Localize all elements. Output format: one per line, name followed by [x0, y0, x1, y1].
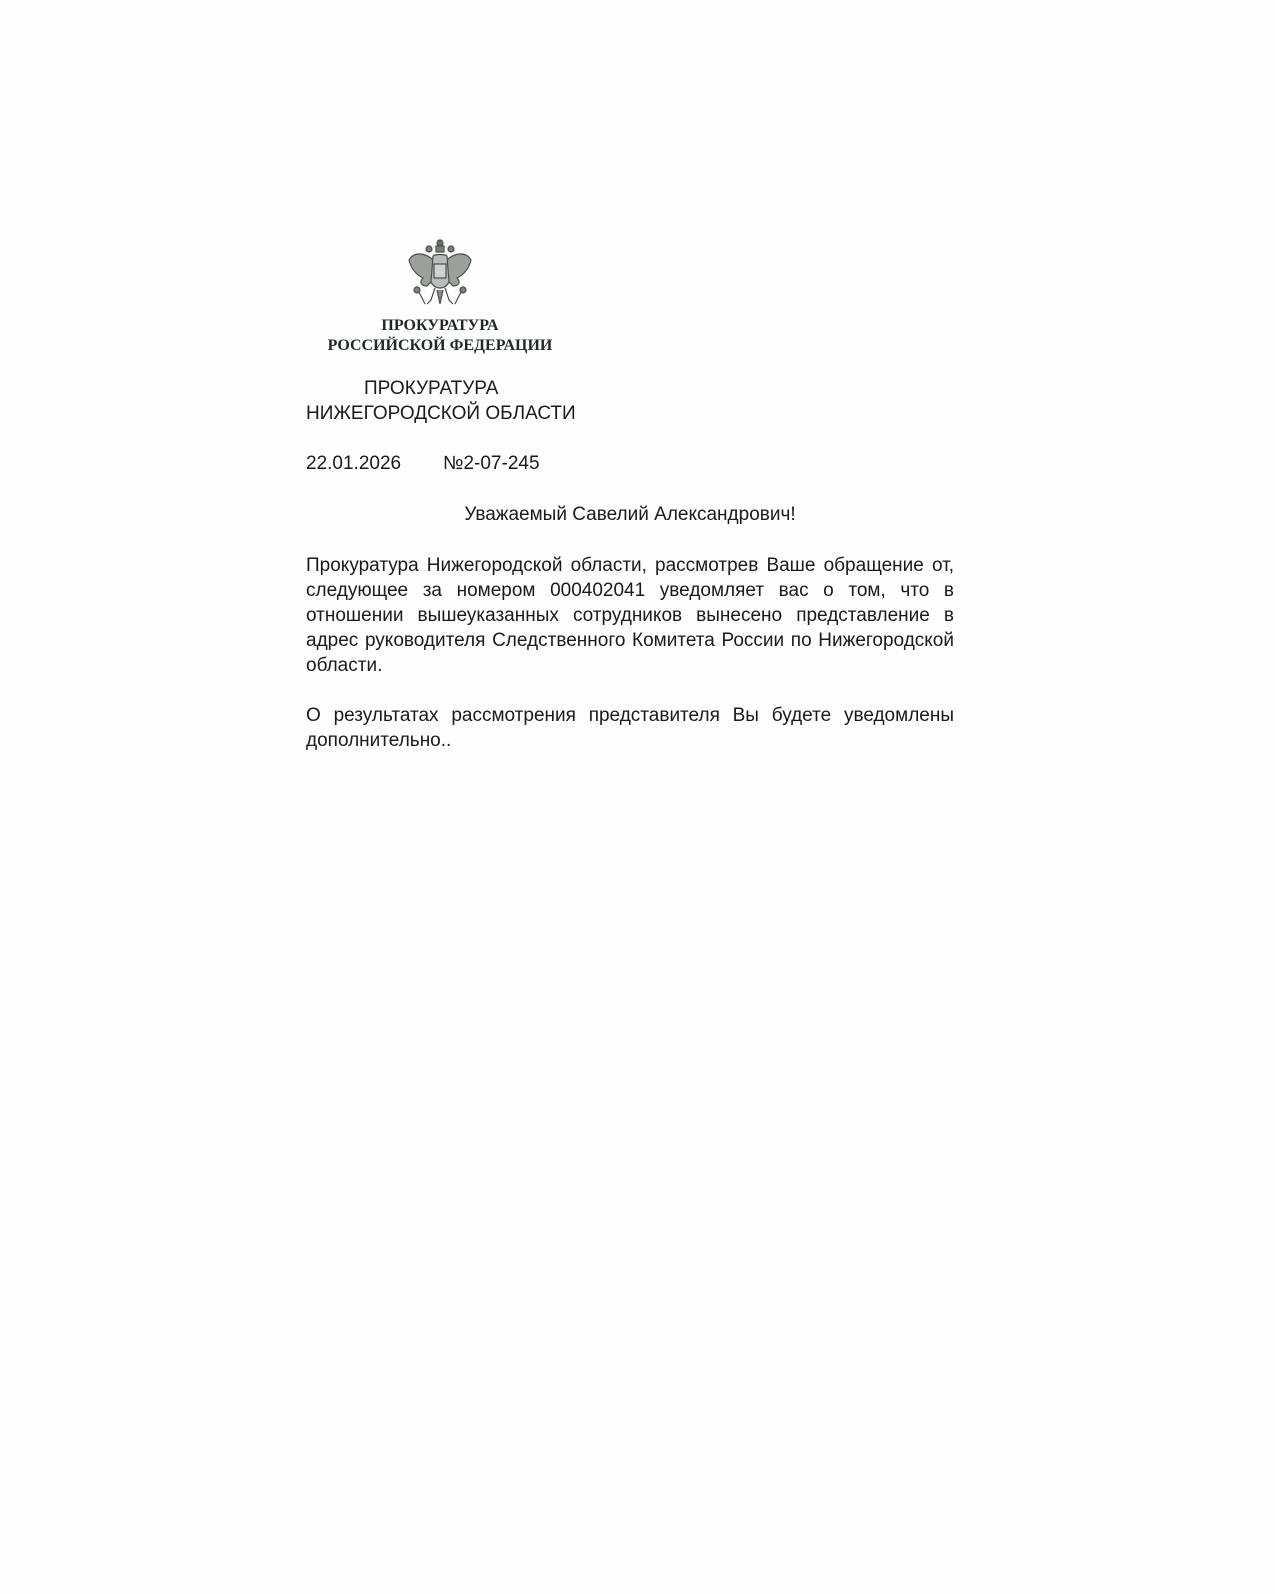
document-meta: [306, 452, 540, 476]
document-date: 22.01.2026: [306, 453, 402, 474]
federal-title-line2: РОССИЙСКОЙ ФЕДЕРАЦИИ: [327, 337, 553, 354]
document-number: №2-07-245: [443, 453, 540, 474]
organization-name: [306, 376, 576, 426]
paragraph-2: О результатах рассмотрения представителя Вы будете уведомлены дополнительно..: [306, 705, 954, 751]
paragraph-1: Прокуратура Нижегородской области, рассмотрев Ваше обращение от, следующее за номером 000402041 уведомляет вас о том, что в отношении вышеуказанных сотрудников вынесено представление в адрес руководителя Следственного Комитета России по Нижегородской области.: [306, 555, 954, 676]
organization-line1: ПРОКУРАТУРА: [364, 378, 499, 399]
coat-of-arms-icon: [405, 238, 475, 312]
federal-title-line1: ПРОКУРАТУРА: [381, 317, 499, 334]
federal-prosecutor-title: [320, 316, 560, 356]
greeting: Уважаемый Савелий Александрович!: [464, 504, 796, 525]
organization-line2: НИЖЕГОРОДСКОЙ ОБЛАСТИ: [306, 403, 576, 424]
